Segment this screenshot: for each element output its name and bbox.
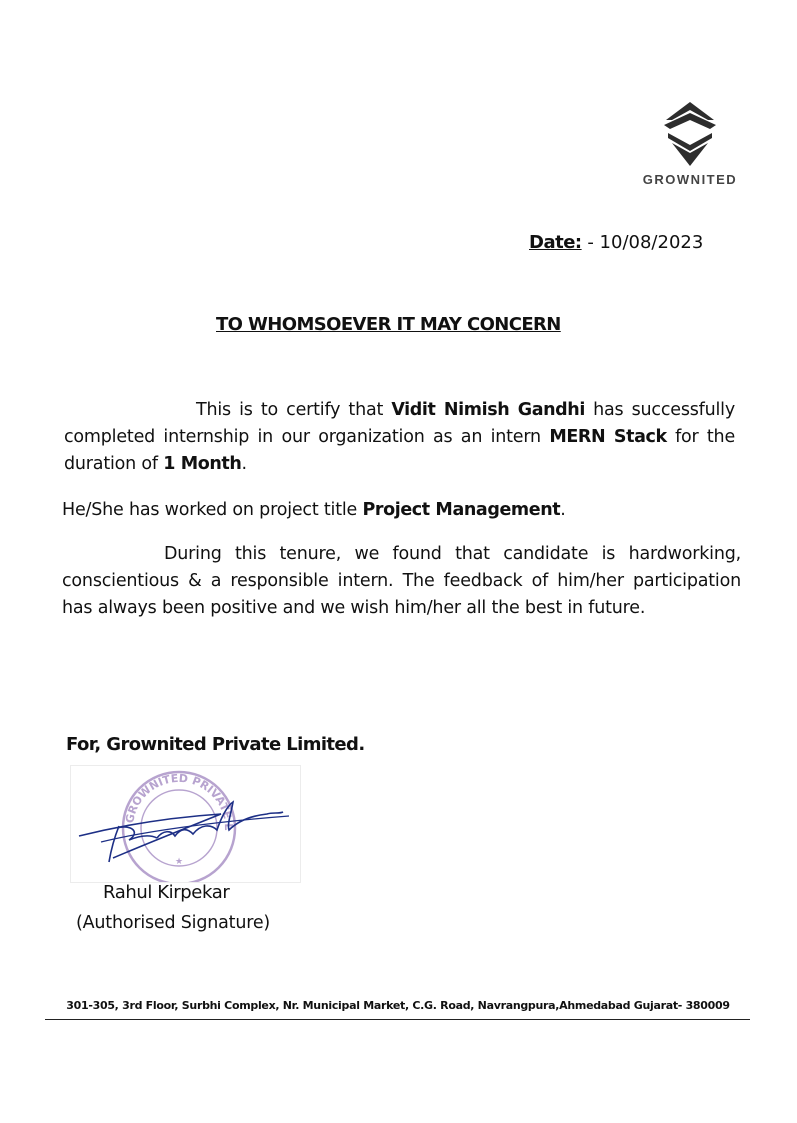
date-label: Date: (529, 232, 582, 253)
logo-wordmark: GROWNITED (642, 172, 738, 187)
p2-text-2: . (560, 500, 566, 520)
date-line (529, 232, 703, 253)
intern-role: MERN Stack (549, 427, 667, 447)
project-title: Project Management (362, 500, 561, 520)
grownited-chevron-logo-icon (658, 100, 722, 168)
footer-divider (45, 1019, 750, 1020)
company-logo (628, 100, 752, 192)
letter-title: TO WHOMSOEVER IT MAY CONCERN (216, 314, 561, 335)
feedback-paragraph: During this tenure, we found that candidate is hardworking, conscientious & a responsible intern. The feedback of him/her participation has always been positive and we wish him/her all the best in future. (62, 544, 741, 618)
p1-text-4: . (241, 454, 247, 474)
signature-stamp-image (70, 765, 301, 883)
signer-name: Rahul Kirpekar (103, 882, 230, 903)
p1-text-1: This is to certify that (196, 400, 392, 420)
stamp-text: GROWNITED PRIVATE L (123, 771, 236, 831)
p1-text-2: has successfully completed internship in our organization as an intern (64, 400, 735, 447)
date-value: - 10/08/2023 (581, 232, 704, 253)
footer-address: 301-305, 3rd Floor, Surbhi Complex, Nr. Municipal Market, C.G. Road, Navrangpura,Ahmedabad Gujarat- 380009 (66, 999, 730, 1012)
intern-name: Vidit Nimish Gandhi (391, 400, 585, 420)
p2-text-1: He/She has worked on project title (62, 500, 363, 520)
signer-role: (Authorised Signature) (76, 913, 271, 933)
project-paragraph (62, 497, 762, 524)
company-stamp-graphic (71, 766, 300, 882)
svg-text:★: ★ (174, 857, 184, 867)
internship-duration: 1 Month (163, 454, 242, 474)
for-company-line: For, Grownited Private Limited. (66, 734, 365, 755)
p1-text-3: for the duration of (64, 427, 736, 474)
certification-paragraph (64, 397, 735, 478)
